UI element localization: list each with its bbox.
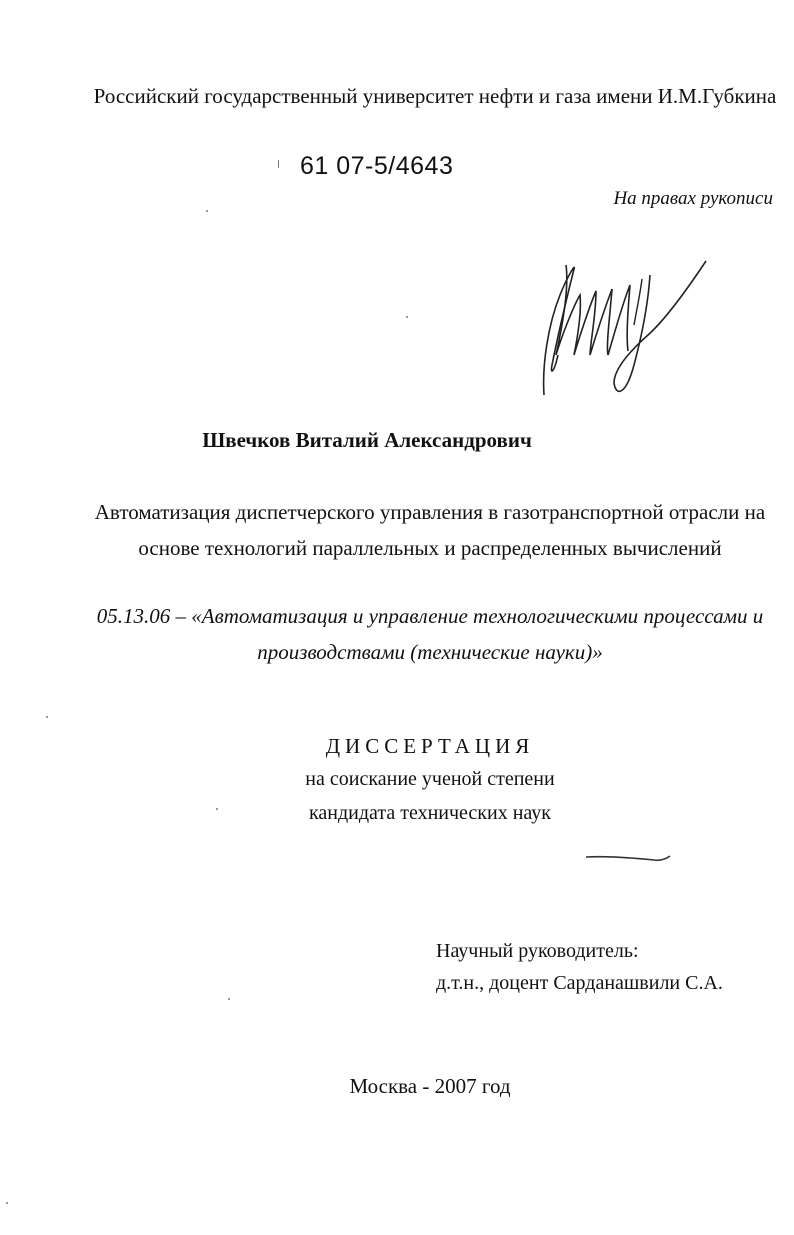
specialty — [30, 598, 794, 670]
university-name: Российский государственный университет нефти и газа имени И.М.Губкина — [93, 84, 777, 108]
advisor-name: д.т.н., доцент Сарданашвили С.А. — [436, 972, 723, 994]
scan-speck — [406, 316, 408, 318]
dissertation-heading: ДИССЕРТАЦИЯ — [325, 734, 535, 758]
specialty-line-2: производствами (технические науки)» — [257, 640, 603, 664]
scan-speck — [206, 210, 208, 212]
scan-speck — [278, 160, 279, 168]
title-line-1: Автоматизация диспетчерского управления в газотранспортной отрасли на — [94, 500, 766, 524]
scan-speck — [46, 716, 48, 718]
title-line-2: основе технологий параллельных и распределенных вычислений — [138, 536, 722, 560]
scan-speck — [6, 1202, 8, 1204]
degree-line-1: на соискание ученой степени — [305, 768, 555, 790]
author-name: Швечков Виталий Александрович — [202, 428, 532, 452]
pen-stroke-mark — [584, 852, 674, 866]
dissertation-title — [30, 494, 794, 566]
scan-speck — [216, 808, 218, 810]
city-year: Москва - 2007 год — [349, 1074, 511, 1098]
registry-code: 61 07-5/4643 — [300, 152, 454, 180]
specialty-line-1: 05.13.06 – «Автоматизация и управление технологическими процессами и — [96, 604, 764, 628]
advisor-label: Научный руководитель: — [436, 940, 639, 962]
scan-speck — [228, 998, 230, 1000]
rights-note: На правах рукописи — [613, 188, 773, 209]
signature-icon — [530, 255, 720, 405]
degree-line-2: кандидата технических наук — [308, 802, 552, 824]
